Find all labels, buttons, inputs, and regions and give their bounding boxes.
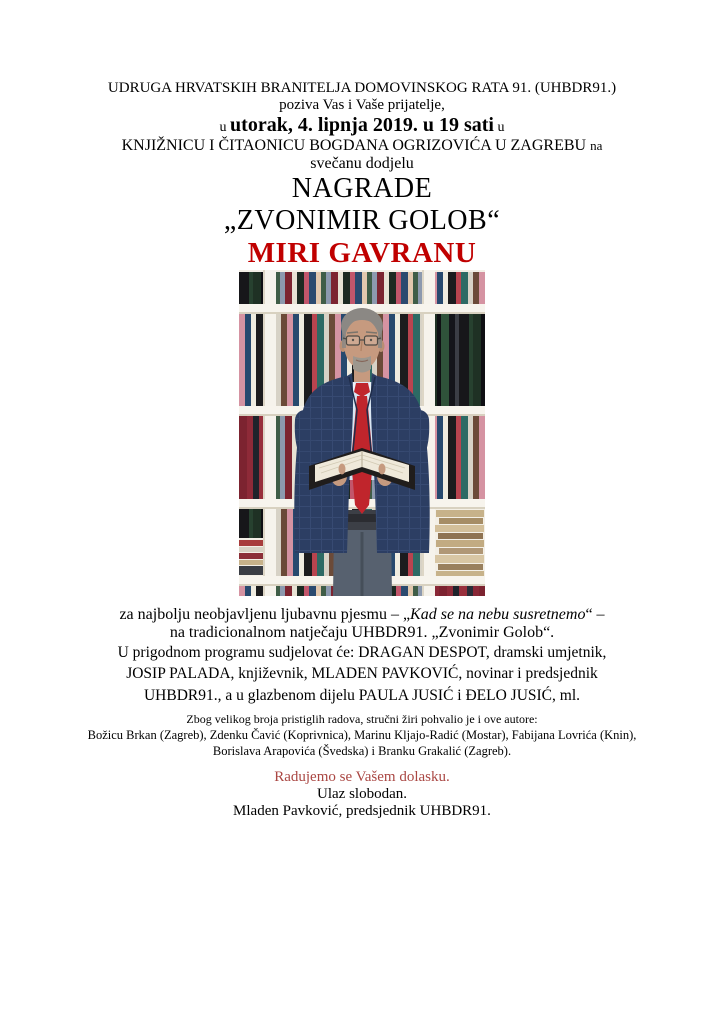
venue-name: KNJIŽNICU I ČITAONICU BOGDANA OGRIZOVIĆA U ZAGREBU bbox=[121, 137, 587, 154]
poem-suffix: “ – bbox=[585, 606, 605, 623]
program-line: UHBDR91., a u glazbenom dijelu PAULA JUSIĆ i ĐELO JUSIĆ, ml. bbox=[143, 686, 580, 704]
signature-line: Mladen Pavković, predsjednik UHBDR91. bbox=[233, 802, 491, 819]
occasion-line: svečanu dodjelu bbox=[310, 155, 414, 172]
closing-line: Radujemo se Vašem dolasku. bbox=[274, 768, 450, 785]
program-paragraph bbox=[0, 642, 724, 706]
poem-title: Kad se na nebu susretnemo bbox=[410, 606, 586, 623]
award-title: NAGRADE bbox=[291, 173, 433, 204]
entry-line: Ulaz slobodan. bbox=[317, 785, 407, 802]
poem-line bbox=[0, 606, 724, 624]
datetime-emphasis: utorak, 4. lipnja 2019. u 19 sati bbox=[230, 114, 494, 136]
program-line: JOSIP PALADA, književnik, MLADEN PAVKOVIĆ, novinar i predsjednik bbox=[126, 665, 598, 683]
datetime-suffix: u bbox=[493, 120, 505, 135]
venue-suffix: na bbox=[590, 138, 603, 153]
jury-note-line: Zbog velikog broja pristiglih radova, stručni žiri pohvalio je i ove autore: bbox=[186, 712, 538, 727]
honored-authors-line: Borislava Arapovića (Švedska) i Branku Grakalić (Zagreb). bbox=[212, 744, 512, 759]
recipient-photo-illustration bbox=[239, 270, 485, 596]
poem-prefix: za najbolju neobjavljenu ljubavnu pjesmu – „ bbox=[119, 606, 411, 623]
honored-authors-paragraph bbox=[0, 727, 724, 760]
award-name: „ZVONIMIR GOLOB“ bbox=[223, 205, 501, 236]
honored-authors-line: Božicu Brkan (Zagreb), Zdenku Čavić (Koprivnica), Marinu Kljajo-Radić (Mostar), Fabijana Lovrića (Knin), bbox=[87, 728, 637, 743]
venue-line bbox=[0, 137, 724, 155]
org-line: UDRUGA HRVATSKIH BRANITELJA DOMOVINSKOG RATA 91. (UHBDR91.) bbox=[107, 80, 617, 96]
contest-line: na tradicionalnom natječaju UHBDR91. „Zvonimir Golob“. bbox=[169, 624, 555, 641]
datetime-line bbox=[0, 114, 724, 137]
program-line: U prigodnom programu sudjelovat će: DRAGAN DESPOT, dramski umjetnik, bbox=[117, 644, 607, 661]
recipient-name: MIRI GAVRANU bbox=[247, 237, 477, 269]
recipient-photo bbox=[239, 270, 485, 596]
datetime-prefix: u bbox=[219, 120, 231, 135]
invite-line: poziva Vas i Vaše prijatelje, bbox=[279, 97, 445, 113]
